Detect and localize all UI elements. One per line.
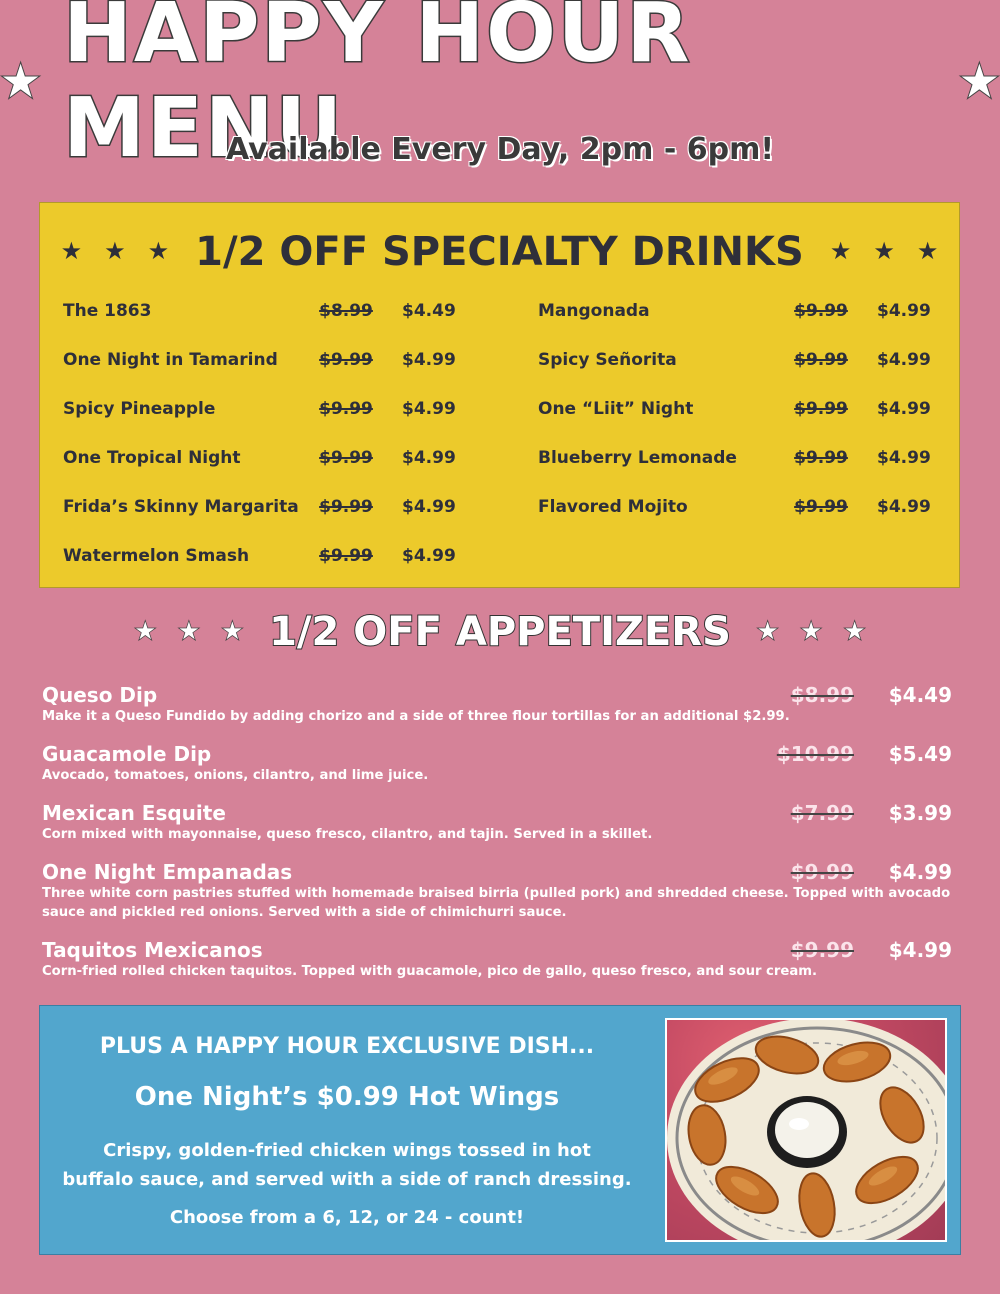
appetizer-item <box>42 801 954 844</box>
appetizer-description: Corn-fried rolled chicken taquitos. Topped with guacamole, pico de gallo, queso fresco, and sour cream. <box>42 964 817 979</box>
stars-left <box>135 620 244 644</box>
drink-new-price: $4.99 <box>402 350 456 370</box>
appetizer-name: Guacamole Dip <box>42 742 212 766</box>
drink-new-price: $4.99 <box>402 497 456 517</box>
appetizer-new-price: $5.49 <box>888 742 952 766</box>
appetizer-new-price: $3.99 <box>888 801 952 825</box>
exclusive-kicker: PLUS A HAPPY HOUR EXCLUSIVE DISH... <box>99 1034 595 1059</box>
appetizer-item <box>42 742 954 785</box>
star-icon: ★ <box>800 618 822 645</box>
drink-new-price: $4.49 <box>402 301 456 321</box>
star-icon: ★ <box>221 618 244 645</box>
drink-name: Flavored Mojito <box>538 497 688 517</box>
page-title: HAPPY HOUR MENU <box>63 0 692 176</box>
hot-wings-illustration <box>667 1020 945 1240</box>
drink-old-price: $9.99 <box>794 399 848 419</box>
drink-name: One Night in Tamarind <box>63 350 278 370</box>
drink-old-price: $9.99 <box>319 350 373 370</box>
drink-name: Blueberry Lemonade <box>538 448 737 468</box>
appetizer-item <box>42 683 954 726</box>
stars-left <box>61 240 170 264</box>
drink-name: The 1863 <box>63 301 152 321</box>
drink-new-price: $4.99 <box>877 497 931 517</box>
appetizer-item <box>42 860 954 922</box>
drink-old-price: $8.99 <box>319 301 373 321</box>
star-icon: ★ <box>829 238 852 265</box>
availability-subtitle: Available Every Day, 2pm - 6pm! <box>225 132 775 167</box>
star-icon: ★ <box>147 238 170 265</box>
drink-name: Mangonada <box>538 301 650 321</box>
exclusive-dish-section <box>39 1005 961 1255</box>
appetizer-old-price: $10.99 <box>776 742 854 766</box>
drink-old-price: $9.99 <box>794 448 848 468</box>
drink-old-price: $9.99 <box>319 546 373 566</box>
drink-new-price: $4.99 <box>877 301 931 321</box>
appetizer-description: Avocado, tomatoes, onions, cilantro, and lime juice. <box>42 768 429 783</box>
appetizer-new-price: $4.49 <box>888 683 952 707</box>
drink-new-price: $4.99 <box>877 448 931 468</box>
drink-old-price: $9.99 <box>794 301 848 321</box>
star-icon: ★ <box>178 618 200 645</box>
star-icon: ★ <box>958 55 1000 107</box>
drinks-heading: 1/2 OFF SPECIALTY DRINKS <box>195 229 804 275</box>
star-icon: ★ <box>60 238 83 265</box>
star-icon: ★ <box>104 238 126 265</box>
appetizer-new-price: $4.99 <box>888 860 952 884</box>
drink-name: Spicy Pineapple <box>63 399 216 419</box>
drink-new-price: $4.99 <box>402 399 456 419</box>
appetizer-new-price: $4.99 <box>888 938 952 962</box>
exclusive-description <box>40 1136 654 1194</box>
drink-old-price: $9.99 <box>319 497 373 517</box>
appetizer-description: Three white corn pastries stuffed with homemade braised birria (pulled pork) and shredded cheese. Topped with avocado sauce and pickled red onions. Served with a side of chimichurri sauce. <box>42 886 951 920</box>
drinks-heading-row <box>40 225 959 279</box>
appetizer-old-price: $9.99 <box>790 860 854 884</box>
star-icon: ★ <box>916 238 939 265</box>
appetizer-old-price: $7.99 <box>790 801 854 825</box>
appetizer-old-price: $8.99 <box>790 683 854 707</box>
appetizer-name: Queso Dip <box>42 683 158 707</box>
drink-new-price: $4.99 <box>402 546 456 566</box>
star-icon: ★ <box>873 238 895 265</box>
drink-name: One Tropical Night <box>63 448 241 468</box>
specialty-drinks-section <box>39 202 960 588</box>
drink-new-price: $4.99 <box>877 399 931 419</box>
appetizer-description: Make it a Queso Fundido by adding chorizo and a side of three flour tortillas for an additional $2.99. <box>42 709 790 724</box>
star-icon: ★ <box>756 618 779 645</box>
exclusive-description-line: Crispy, golden-fried chicken wings tossed in hot <box>103 1140 591 1161</box>
stars-right <box>757 620 866 644</box>
star-icon: ★ <box>134 618 157 645</box>
star-icon: ★ <box>843 618 866 645</box>
drink-name: Frida’s Skinny Margarita <box>63 497 299 517</box>
drink-old-price: $9.99 <box>794 497 848 517</box>
drink-new-price: $4.99 <box>877 350 931 370</box>
appetizers-heading: 1/2 OFF APPETIZERS <box>269 609 731 655</box>
hot-wings-photo <box>665 1018 947 1242</box>
exclusive-description-line: buffalo sauce, and served with a side of ranch dressing. <box>62 1169 632 1190</box>
exclusive-dish-name: One Night’s $0.99 Hot Wings <box>134 1082 560 1112</box>
appetizer-name: One Night Empanadas <box>42 860 293 884</box>
drink-name: One “Liit” Night <box>538 399 694 419</box>
appetizer-name: Mexican Esquite <box>42 801 226 825</box>
drink-old-price: $9.99 <box>319 399 373 419</box>
drink-name: Spicy Señorita <box>538 350 677 370</box>
drink-new-price: $4.99 <box>402 448 456 468</box>
star-icon: ★ <box>0 55 42 107</box>
drink-old-price: $9.99 <box>794 350 848 370</box>
drink-name: Watermelon Smash <box>63 546 250 566</box>
appetizer-item <box>42 938 954 981</box>
exclusive-count-options: Choose from a 6, 12, or 24 - count! <box>169 1207 525 1228</box>
drink-old-price: $9.99 <box>319 448 373 468</box>
appetizer-description: Corn mixed with mayonnaise, queso fresco, cilantro, and tajin. Served in a skillet. <box>42 827 653 842</box>
stars-right <box>830 240 939 264</box>
appetizer-old-price: $9.99 <box>790 938 854 962</box>
appetizer-name: Taquitos Mexicanos <box>42 938 263 962</box>
appetizers-heading-row <box>0 604 1000 660</box>
